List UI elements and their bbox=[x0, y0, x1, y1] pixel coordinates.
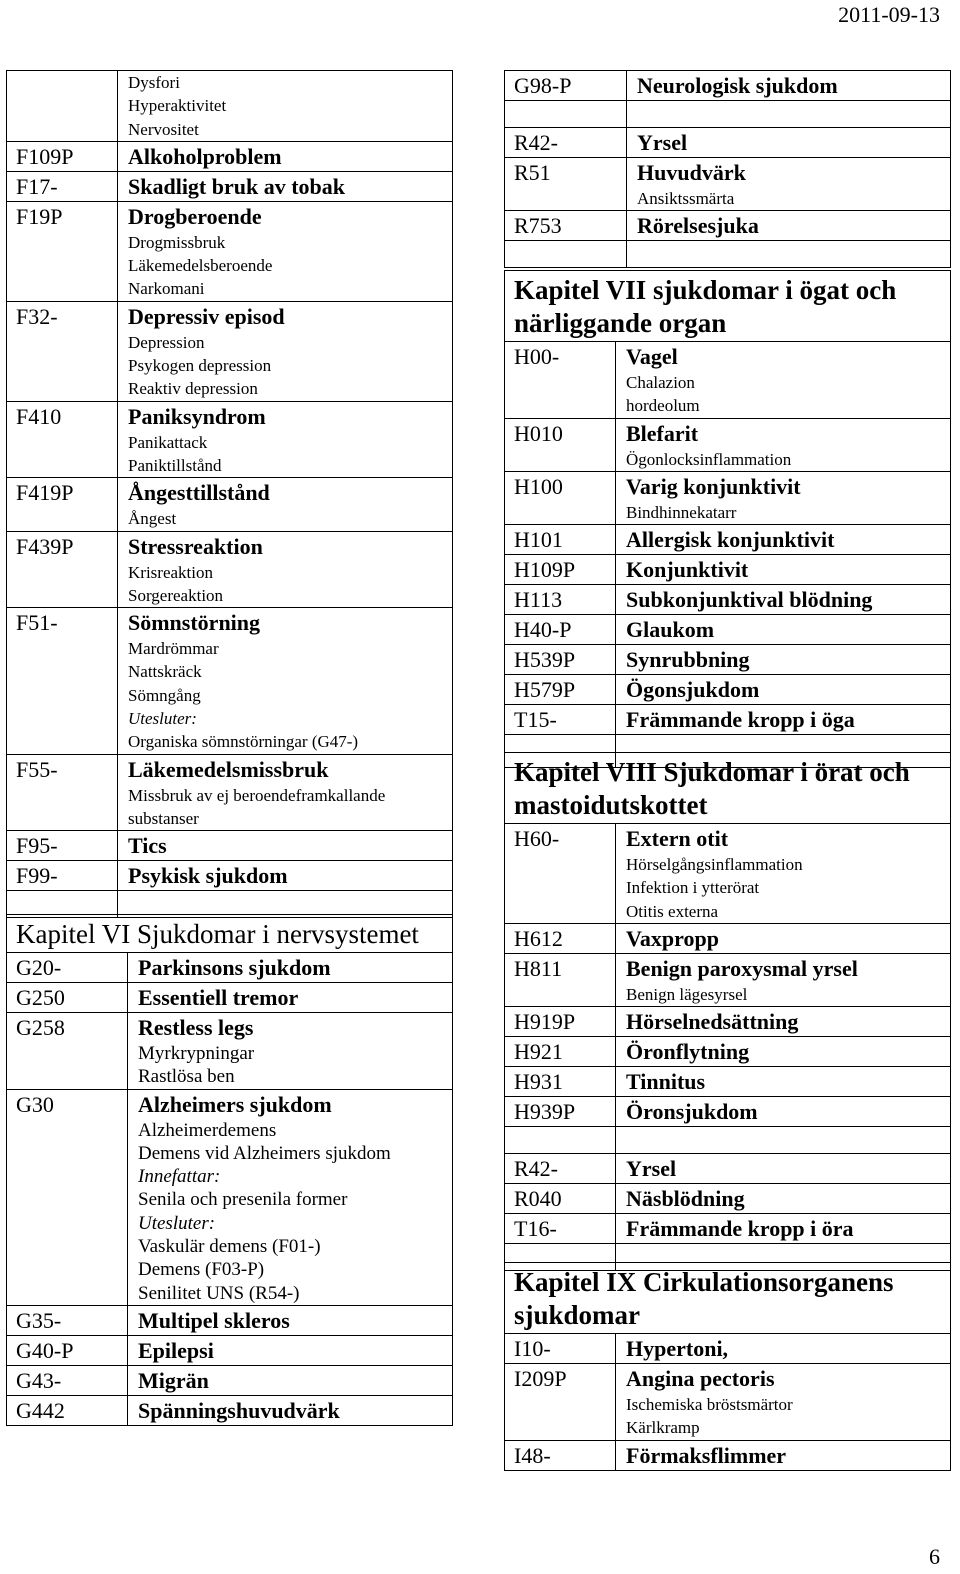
diagnosis-name: Epilepsi bbox=[138, 1337, 214, 1363]
diagnosis-name: Hörselnedsättning bbox=[626, 1009, 799, 1035]
diagnosis-code: H100 bbox=[505, 471, 616, 524]
diagnosis-synonym: Benign lägesyrsel bbox=[626, 984, 748, 1004]
diagnosis-code: H113 bbox=[505, 585, 616, 615]
diagnosis-synonym: Sorgereaktion bbox=[128, 585, 224, 605]
right-table-chapter-ix bbox=[504, 1262, 951, 1471]
diagnosis-name: Ögonsjukdom bbox=[626, 677, 760, 703]
diagnosis-row bbox=[505, 71, 951, 101]
diagnosis-code: G258 bbox=[7, 1013, 128, 1090]
diagnosis-row bbox=[7, 983, 453, 1013]
diagnosis-name: Tinnitus bbox=[626, 1069, 706, 1095]
diagnosis-synonym: Senilitet UNS (R54-) bbox=[138, 1282, 300, 1304]
diagnosis-synonym: Ansiktssmärta bbox=[637, 189, 735, 208]
diagnosis-code bbox=[7, 71, 118, 142]
diagnosis-row bbox=[7, 861, 453, 891]
diagnosis-synonym: Demens vid Alzheimers sjukdom bbox=[138, 1142, 391, 1164]
diagnosis-code: R040 bbox=[505, 1184, 616, 1214]
diagnosis-row bbox=[505, 418, 951, 471]
diagnosis-row bbox=[505, 555, 951, 585]
diagnosis-synonym: Missbruk av ej beroendeframkallande bbox=[128, 785, 386, 805]
chapter-heading-row bbox=[7, 915, 453, 953]
diagnosis-code bbox=[505, 101, 627, 128]
diagnosis-code: F55- bbox=[7, 754, 118, 831]
diagnosis-name: Sömnstörning bbox=[128, 610, 261, 636]
diagnosis-name: Synrubbning bbox=[626, 647, 750, 673]
diagnosis-name: Varig konjunktivit bbox=[626, 473, 801, 499]
diagnosis-row bbox=[505, 1154, 951, 1184]
diagnosis-name: Blefarit bbox=[626, 420, 699, 446]
diagnosis-description bbox=[118, 531, 453, 608]
diagnosis-name: Depressiv episod bbox=[128, 303, 285, 329]
diagnosis-code: G250 bbox=[7, 983, 128, 1013]
chapter-heading: Kapitel VII sjukdomar i ögat och närliggande organ bbox=[514, 275, 897, 338]
diagnosis-name: Främmande kropp i öra bbox=[626, 1216, 854, 1242]
chapter-heading-row bbox=[505, 1263, 951, 1334]
diagnosis-row bbox=[505, 615, 951, 645]
diagnosis-synonym: Chalazion bbox=[626, 373, 695, 392]
diagnosis-description bbox=[627, 128, 951, 158]
diagnosis-description bbox=[616, 471, 951, 524]
diagnosis-row bbox=[505, 1214, 951, 1244]
chapter-heading: Kapitel VI Sjukdomar i nervsystemet bbox=[16, 919, 419, 949]
diagnosis-synonym: Dysfori bbox=[128, 73, 180, 92]
diagnosis-synonym: Ögonlocksinflammation bbox=[626, 449, 792, 469]
diagnosis-synonym: Myrkrypningar bbox=[138, 1043, 255, 1064]
diagnosis-code: G98-P bbox=[505, 71, 627, 101]
diagnosis-synonym: Reaktiv depression bbox=[128, 379, 258, 399]
diagnosis-name: Skadligt bruk av tobak bbox=[128, 173, 346, 199]
diagnosis-description bbox=[616, 1334, 951, 1364]
diagnosis-synonym: substanser bbox=[128, 808, 199, 828]
diagnosis-description bbox=[616, 418, 951, 471]
diagnosis-description bbox=[616, 1097, 951, 1127]
diagnosis-code: H939P bbox=[505, 1097, 616, 1127]
diagnosis-description bbox=[128, 1395, 453, 1425]
diagnosis-row bbox=[505, 705, 951, 735]
diagnosis-description bbox=[616, 615, 951, 645]
diagnosis-description bbox=[128, 1305, 453, 1335]
diagnosis-code: H579P bbox=[505, 675, 616, 705]
diagnosis-description bbox=[616, 1154, 951, 1184]
diagnosis-code: F17- bbox=[7, 171, 118, 201]
diagnosis-row bbox=[505, 585, 951, 615]
diagnosis-row bbox=[505, 158, 951, 211]
diagnosis-synonym: Ischemiska bröstsmärtor bbox=[626, 1395, 793, 1414]
diagnosis-row bbox=[505, 471, 951, 524]
diagnosis-code: F99- bbox=[7, 861, 118, 891]
diagnosis-synonym: Utesluter: bbox=[128, 709, 197, 729]
chapter-heading-row bbox=[505, 753, 951, 824]
left-table-chapter-vi bbox=[6, 914, 453, 1426]
diagnosis-code: H00- bbox=[505, 342, 616, 419]
diagnosis-row bbox=[505, 1334, 951, 1364]
diagnosis-code: G20- bbox=[7, 953, 128, 983]
diagnosis-code: F95- bbox=[7, 831, 118, 861]
diagnosis-row bbox=[7, 1013, 453, 1090]
diagnosis-code: F51- bbox=[7, 608, 118, 754]
diagnosis-name: Främmande kropp i öga bbox=[626, 707, 855, 733]
diagnosis-name: Subkonjunktival blödning bbox=[626, 587, 873, 613]
diagnosis-name: Tics bbox=[128, 833, 167, 859]
diagnosis-synonym: Kärlkramp bbox=[626, 1418, 700, 1438]
diagnosis-synonym: Drogmissbruk bbox=[128, 232, 226, 252]
diagnosis-row bbox=[505, 1364, 951, 1441]
diagnosis-name: Glaukom bbox=[626, 617, 715, 643]
diagnosis-code: G442 bbox=[7, 1395, 128, 1425]
diagnosis-name: Paniksyndrom bbox=[128, 403, 266, 429]
diagnosis-name: Stressreaktion bbox=[128, 533, 263, 559]
diagnosis-description bbox=[616, 1440, 951, 1470]
diagnosis-name: Essentiell tremor bbox=[138, 985, 299, 1010]
diagnosis-row bbox=[505, 211, 951, 241]
diagnosis-code: F439P bbox=[7, 531, 118, 608]
diagnosis-row bbox=[505, 1184, 951, 1214]
diagnosis-row bbox=[505, 1037, 951, 1067]
diagnosis-name: Förmaksflimmer bbox=[626, 1442, 787, 1468]
diagnosis-description bbox=[118, 861, 453, 891]
diagnosis-synonym: Panikattack bbox=[128, 432, 208, 452]
diagnosis-description bbox=[616, 1127, 951, 1154]
diagnosis-row bbox=[505, 953, 951, 1006]
diagnosis-code: H539P bbox=[505, 645, 616, 675]
diagnosis-code: F419P bbox=[7, 478, 118, 531]
diagnosis-description bbox=[118, 71, 453, 142]
diagnosis-row bbox=[7, 171, 453, 201]
diagnosis-code: F410 bbox=[7, 401, 118, 478]
diagnosis-description bbox=[128, 983, 453, 1013]
diagnosis-name: Extern otit bbox=[626, 826, 729, 851]
diagnosis-description bbox=[616, 824, 951, 924]
diagnosis-name: Yrsel bbox=[626, 1156, 677, 1182]
diagnosis-row bbox=[7, 301, 453, 401]
diagnosis-code: F109P bbox=[7, 141, 118, 171]
diagnosis-description bbox=[118, 301, 453, 401]
diagnosis-name: Restless legs bbox=[138, 1015, 254, 1040]
diagnosis-code: R42- bbox=[505, 1154, 616, 1184]
diagnosis-description bbox=[128, 1013, 453, 1090]
diagnosis-description bbox=[118, 478, 453, 531]
diagnosis-code: T15- bbox=[505, 705, 616, 735]
diagnosis-description bbox=[128, 1365, 453, 1395]
diagnosis-code: F19P bbox=[7, 201, 118, 301]
diagnosis-description bbox=[616, 1037, 951, 1067]
diagnosis-synonym: Läkemedelsberoende bbox=[128, 256, 273, 276]
diagnosis-row bbox=[505, 1007, 951, 1037]
right-table-chapter-viii bbox=[504, 752, 951, 1271]
diagnosis-name: Multipel skleros bbox=[138, 1307, 290, 1333]
diagnosis-code: G40-P bbox=[7, 1335, 128, 1365]
right-table-chapter-vii bbox=[504, 270, 951, 768]
diagnosis-description bbox=[118, 831, 453, 861]
diagnosis-name: Allergisk konjunktivit bbox=[626, 527, 835, 553]
diagnosis-row bbox=[505, 1440, 951, 1470]
diagnosis-synonym: Ångest bbox=[128, 509, 177, 529]
diagnosis-description bbox=[118, 141, 453, 171]
diagnosis-description bbox=[627, 211, 951, 241]
diagnosis-row bbox=[7, 1089, 453, 1305]
diagnosis-name: Vaxpropp bbox=[626, 925, 719, 951]
diagnosis-name: Öronflytning bbox=[626, 1039, 750, 1065]
diagnosis-name: Rörelsesjuka bbox=[637, 213, 759, 239]
diagnosis-synonym: Hyperaktivitet bbox=[128, 96, 227, 116]
diagnosis-row bbox=[505, 342, 951, 419]
diagnosis-synonym: Rastlösa ben bbox=[138, 1066, 235, 1088]
diagnosis-synonym: Hörselgångsinflammation bbox=[626, 855, 803, 874]
diagnosis-code: T16- bbox=[505, 1214, 616, 1244]
diagnosis-synonym: Bindhinnekatarr bbox=[626, 502, 737, 522]
diagnosis-name: Ångesttillstånd bbox=[128, 480, 270, 506]
diagnosis-synonym: Sömngång bbox=[128, 685, 201, 705]
left-table-psychiatric bbox=[6, 70, 453, 918]
diagnosis-row bbox=[7, 1335, 453, 1365]
diagnosis-description bbox=[616, 923, 951, 953]
diagnosis-synonym: Mardrömmar bbox=[128, 639, 219, 659]
diagnosis-synonym: Senila och presenila former bbox=[138, 1189, 348, 1211]
diagnosis-name: Psykisk sjukdom bbox=[128, 863, 288, 889]
diagnosis-description bbox=[118, 401, 453, 478]
diagnosis-row bbox=[505, 675, 951, 705]
diagnosis-code: H931 bbox=[505, 1067, 616, 1097]
diagnosis-synonym: Organiska sömnstörningar (G47-) bbox=[128, 732, 359, 752]
diagnosis-synonym: Paniktillstånd bbox=[128, 455, 222, 475]
diagnosis-code: H109P bbox=[505, 555, 616, 585]
diagnosis-row bbox=[505, 128, 951, 158]
diagnosis-description bbox=[616, 705, 951, 735]
diagnosis-description bbox=[118, 171, 453, 201]
diagnosis-description bbox=[616, 1067, 951, 1097]
diagnosis-row bbox=[7, 478, 453, 531]
diagnosis-name: Drogberoende bbox=[128, 203, 262, 229]
diagnosis-row bbox=[7, 831, 453, 861]
diagnosis-description bbox=[627, 71, 951, 101]
diagnosis-synonym: Narkomani bbox=[128, 279, 205, 299]
diagnosis-synonym: Utesluter: bbox=[138, 1212, 216, 1234]
diagnosis-name: Yrsel bbox=[637, 130, 688, 155]
diagnosis-code: G35- bbox=[7, 1305, 128, 1335]
diagnosis-name: Alzheimers sjukdom bbox=[138, 1091, 332, 1117]
diagnosis-name: Konjunktivit bbox=[626, 557, 749, 583]
right-table-neuro-symptoms bbox=[504, 70, 951, 268]
diagnosis-synonym: Depression bbox=[128, 332, 205, 352]
diagnosis-description bbox=[627, 241, 951, 268]
diagnosis-code: R42- bbox=[505, 128, 627, 158]
diagnosis-code: H919P bbox=[505, 1007, 616, 1037]
diagnosis-name: Vagel bbox=[626, 344, 678, 369]
diagnosis-description bbox=[616, 585, 951, 615]
diagnosis-code: H101 bbox=[505, 525, 616, 555]
diagnosis-row bbox=[505, 1067, 951, 1097]
header-date: 2011-09-13 bbox=[838, 2, 940, 27]
diagnosis-synonym: Alzheimerdemens bbox=[138, 1119, 277, 1141]
diagnosis-name: Öronsjukdom bbox=[626, 1099, 758, 1125]
diagnosis-name: Spänningshuvudvärk bbox=[138, 1397, 340, 1423]
diagnosis-row bbox=[505, 525, 951, 555]
diagnosis-name: Näsblödning bbox=[626, 1186, 745, 1212]
diagnosis-row bbox=[7, 608, 453, 754]
diagnosis-synonym: Demens (F03-P) bbox=[138, 1259, 265, 1281]
diagnosis-code: H612 bbox=[505, 923, 616, 953]
diagnosis-code: F32- bbox=[7, 301, 118, 401]
diagnosis-code: H010 bbox=[505, 418, 616, 471]
diagnosis-description bbox=[616, 1184, 951, 1214]
diagnosis-description bbox=[118, 608, 453, 754]
diagnosis-synonym: Infektion i ytterörat bbox=[626, 878, 760, 898]
diagnosis-code: G43- bbox=[7, 1365, 128, 1395]
spacer-row bbox=[505, 1127, 951, 1154]
diagnosis-synonym: Krisreaktion bbox=[128, 562, 213, 582]
diagnosis-code: I209P bbox=[505, 1364, 616, 1441]
diagnosis-description bbox=[118, 754, 453, 831]
diagnosis-code: H921 bbox=[505, 1037, 616, 1067]
diagnosis-description bbox=[128, 1089, 453, 1305]
diagnosis-description bbox=[616, 645, 951, 675]
diagnosis-description bbox=[128, 953, 453, 983]
diagnosis-row bbox=[505, 824, 951, 924]
diagnosis-description bbox=[616, 675, 951, 705]
diagnosis-code bbox=[505, 1127, 616, 1154]
diagnosis-description bbox=[616, 1007, 951, 1037]
diagnosis-code: H60- bbox=[505, 824, 616, 924]
diagnosis-row bbox=[7, 754, 453, 831]
chapter-heading: Kapitel VIII Sjukdomar i örat och mastoidutskottet bbox=[514, 757, 910, 820]
diagnosis-description bbox=[118, 201, 453, 301]
diagnosis-name: Läkemedelsmissbruk bbox=[128, 756, 329, 782]
spacer-row bbox=[505, 101, 951, 128]
diagnosis-code: H811 bbox=[505, 953, 616, 1006]
diagnosis-name: Migrän bbox=[138, 1367, 209, 1393]
diagnosis-description bbox=[616, 1364, 951, 1441]
diagnosis-name: Neurologisk sjukdom bbox=[637, 73, 838, 98]
chapter-heading: Kapitel IX Cirkulationsorganens sjukdomar bbox=[514, 1267, 894, 1330]
diagnosis-name: Parkinsons sjukdom bbox=[138, 955, 331, 980]
diagnosis-row bbox=[7, 953, 453, 983]
diagnosis-name: Angina pectoris bbox=[626, 1366, 775, 1391]
diagnosis-name: Alkoholproblem bbox=[128, 143, 282, 169]
diagnosis-description bbox=[616, 525, 951, 555]
spacer-row bbox=[505, 241, 951, 268]
diagnosis-synonym: Otitis externa bbox=[626, 901, 719, 921]
diagnosis-code: G30 bbox=[7, 1089, 128, 1305]
diagnosis-code: R753 bbox=[505, 211, 627, 241]
diagnosis-code: I48- bbox=[505, 1440, 616, 1470]
diagnosis-row bbox=[7, 1305, 453, 1335]
diagnosis-name: Huvudvärk bbox=[637, 160, 746, 185]
chapter-heading-row bbox=[505, 271, 951, 342]
diagnosis-row bbox=[7, 201, 453, 301]
diagnosis-description bbox=[627, 101, 951, 128]
diagnosis-description bbox=[128, 1335, 453, 1365]
diagnosis-name: Benign paroxysmal yrsel bbox=[626, 955, 858, 981]
diagnosis-row bbox=[7, 141, 453, 171]
diagnosis-description bbox=[616, 342, 951, 419]
page-number: 6 bbox=[929, 1544, 940, 1569]
diagnosis-code: H40-P bbox=[505, 615, 616, 645]
diagnosis-synonym: Nattskräck bbox=[128, 662, 202, 682]
diagnosis-row bbox=[7, 1365, 453, 1395]
diagnosis-code bbox=[505, 241, 627, 268]
diagnosis-row bbox=[7, 531, 453, 608]
diagnosis-synonym: Nervositet bbox=[128, 119, 199, 139]
diagnosis-synonym: Vaskulär demens (F01-) bbox=[138, 1236, 321, 1258]
diagnosis-description bbox=[627, 158, 951, 211]
diagnosis-name: Hypertoni, bbox=[626, 1336, 729, 1361]
diagnosis-description bbox=[616, 953, 951, 1006]
diagnosis-description bbox=[616, 555, 951, 585]
diagnosis-synonym: Psykogen depression bbox=[128, 356, 272, 376]
diagnosis-row bbox=[7, 1395, 453, 1425]
diagnosis-code: I10- bbox=[505, 1334, 616, 1364]
diagnosis-description bbox=[616, 1214, 951, 1244]
diagnosis-row bbox=[7, 71, 453, 142]
diagnosis-code: R51 bbox=[505, 158, 627, 211]
diagnosis-synonym: Innefattar: bbox=[138, 1166, 221, 1188]
diagnosis-row bbox=[505, 923, 951, 953]
diagnosis-synonym: hordeolum bbox=[626, 396, 700, 416]
diagnosis-row bbox=[7, 401, 453, 478]
diagnosis-row bbox=[505, 1097, 951, 1127]
diagnosis-row bbox=[505, 645, 951, 675]
